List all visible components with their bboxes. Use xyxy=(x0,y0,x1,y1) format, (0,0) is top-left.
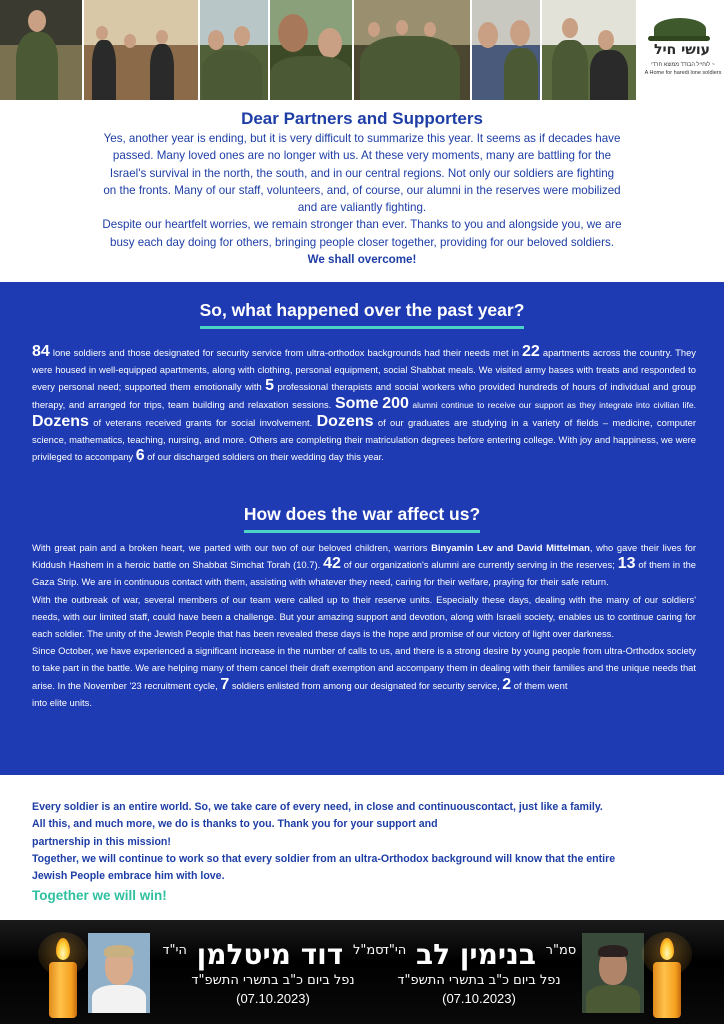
group-meal-photo xyxy=(84,0,198,100)
thanks-line-1: Every soldier is an entire world. So, we take care of every need, in close and continuouscontact, just like a family. xyxy=(32,801,603,813)
stat-therapists: 5 xyxy=(265,377,275,395)
thanks-section xyxy=(0,775,724,920)
photo-strip xyxy=(0,0,724,100)
intro-paragraph-2: Despite our heartfelt worries, we remain stronger than ever. Thanks to you and alongside you, we are busy each day doing for others, bringing people closer together, providing for our beloved soldiers. xyxy=(102,218,622,249)
intro-title: Dear Partners and Supporters xyxy=(241,109,483,128)
elder-soldier-photo xyxy=(472,0,540,100)
soldiers-outdoor-photo xyxy=(542,0,636,100)
memorial-left-fell: נפל ביום כ"ב בתשרי התשפ"ד xyxy=(191,973,355,988)
stat-gaza: 13 xyxy=(617,555,636,573)
memorial-left: $^{סמ"ל}$ דוד מיטלמן $^{הי"ד}$ נפל ביום כ"ב בתשרי התשפ"ד (07.10.2023) xyxy=(162,938,384,1006)
intro-section xyxy=(0,100,724,282)
portrait-binyamin-lev xyxy=(582,933,644,1013)
logo-tagline-he: ~ לוחייל הבודד ממוצא חרדי xyxy=(651,62,715,68)
memorial-right-fell: נפל ביום כ"ב בתשרי התשפ"ד xyxy=(397,973,561,988)
closing-slogan: Together we will win! xyxy=(32,888,167,904)
war-paragraphs: With great pain and a broken heart, we parted with our two of our beloved children, warriors Binyamin Lev and David Mittelman, who gave their lives for Kiddush Hashem in a heroic battle on Shabbat Simchat Torah (10.7). 42 of our organization's alumni are currently serving in the reserves; 13 of them in the Gaza Strip. We are in continuous contact with them, assisting with whatever they need, caring for their welfare, praying for their safe return. With the outbreak of war, several members of our team were called up to their reserve units. Especially these days, dealing with the many of our soldiers' needs, with our limited staff, could have been a challenge. But your amazing support and devotion, along with Israeli society, enables us to continue caring for each soldier. The unity of the Jewish People that has been revealed these days is the hope and promise of our victory of light over darkness. Since October, we have experienced a significant increase in the number of calls to us, and there is a strong desire by young people from ultra-Orthodox society to take part in the battle. We are helping many of them cancel their draft exemption and accompany them in dealing with their families and the unique needs that arise. In the November '23 recruitment cycle, 7 soldiers enlisted from among our designated for security service, 2 of them went into elite units. xyxy=(32,542,696,708)
soldier-photo-1 xyxy=(0,0,82,100)
thanks-line-5: Jewish People embrace him with love. xyxy=(32,870,225,883)
stat-some: Some xyxy=(334,394,379,412)
candle-icon xyxy=(652,938,682,1018)
stat-reserves: 42 xyxy=(323,555,341,573)
stat-lone-soldiers: 84 xyxy=(32,343,50,360)
fallen-names: Binyamin Lev and David Mittelman xyxy=(431,542,590,553)
stat-weddings: 6 xyxy=(135,447,145,465)
stat-apartments: 22 xyxy=(521,343,540,360)
war-heading: How does the war affect us? xyxy=(0,504,724,533)
portrait-david-mittelman xyxy=(88,933,150,1013)
organization-logo xyxy=(638,0,724,100)
memorial-right-date: (07.10.2023) xyxy=(442,991,516,1006)
report-section xyxy=(0,282,724,775)
past-year-paragraph: 84 lone soldiers and those designated for security service from ultra-orthodox backgrounds had their needs met in 22 apartments across the country. They were housed in well-equipped apartments, along with clothing, personal equipment, social Shabbat meals. We visited army bases with treats and responded to every personal need; supported them emotionally with 5 professional therapists and social workers who provided hundreds of hours of individual and group therapy, and arranged for trips, team building and relaxation sessions. Some 200 alumni continue to receive our support as they integrate into civilian life. Dozens of veterans received grants for social involvement. Dozens of our graduates are studying in a variety of fields – medicine, computer science, mathematics, teaching, nursing, and more. Others are completing their matriculation degrees before entering college. With joy and happiness, we were privileged to accompany 6 of our discharged soldiers on their wedding day this year. xyxy=(32,343,696,465)
memorial-left-date: (07.10.2023) xyxy=(236,991,310,1006)
past-year-heading: So, what happened over the past year? xyxy=(0,300,724,329)
intro-overcome: We shall overcome! xyxy=(307,253,417,267)
memorial-right-name: בנימין לב xyxy=(416,938,536,971)
stat-alumni: 200 xyxy=(382,394,409,412)
thanks-line-3: partnership in this mission! xyxy=(32,835,171,848)
soldiers-group-photo xyxy=(200,0,268,100)
memorial-banner xyxy=(0,920,724,1024)
stat-dozens-veterans: Dozens xyxy=(32,412,89,430)
thanks-line-2: All this, and much more, we do is thanks to you. Thank you for your support and xyxy=(32,818,438,831)
soldiers-row-photo xyxy=(354,0,470,100)
candle-icon xyxy=(48,938,78,1018)
thanks-line-4: Together, we will continue to work so that every soldier from an ultra-Orthodox background will know that the entire xyxy=(32,852,616,865)
memorial-left-name: דוד מיטלמן xyxy=(196,938,344,971)
memorial-right: $^{סמ"ר}$ בנימין לב $^{הי"ד}$ נפל ביום כ"ב בתשרי התשפ"ד (07.10.2023) xyxy=(368,934,590,1008)
war-paragraph-2: With the outbreak of war, several members of our team were called up to their reserve units. Especially these days, dealing with the many of our soldiers' needs, with our limited staff, could have been a challenge. But your amazing support and devotion, along with Israeli society, enables us to continue caring for each soldier. The unity of the Jewish People that has been revealed these days is the hope and promise of our victory of light over darkness. xyxy=(32,593,696,640)
intro-paragraph-1: Yes, another year is ending, but it is very difficult to summarize this year. It seems as if decades have passed. Many loved ones are no longer with us. At these very moments, many are battling for the Israel's survival in the north, the south, and in our central regions. Not only our soldiers are fighting on the fronts. Many of our staff, volunteers, and, of course, our alumni in the reserves were mobilized and are valiantly fighting. xyxy=(103,132,621,215)
selfie-photo xyxy=(270,0,352,100)
intro-body xyxy=(102,130,622,268)
stat-elite: 2 xyxy=(502,675,512,693)
stat-enlisted: 7 xyxy=(220,675,230,693)
stat-dozens-graduates: Dozens xyxy=(316,412,374,430)
logo-name: עושי חיל xyxy=(654,42,710,58)
logo-tagline-en: A Home for haredi lone soldiers xyxy=(644,70,722,76)
